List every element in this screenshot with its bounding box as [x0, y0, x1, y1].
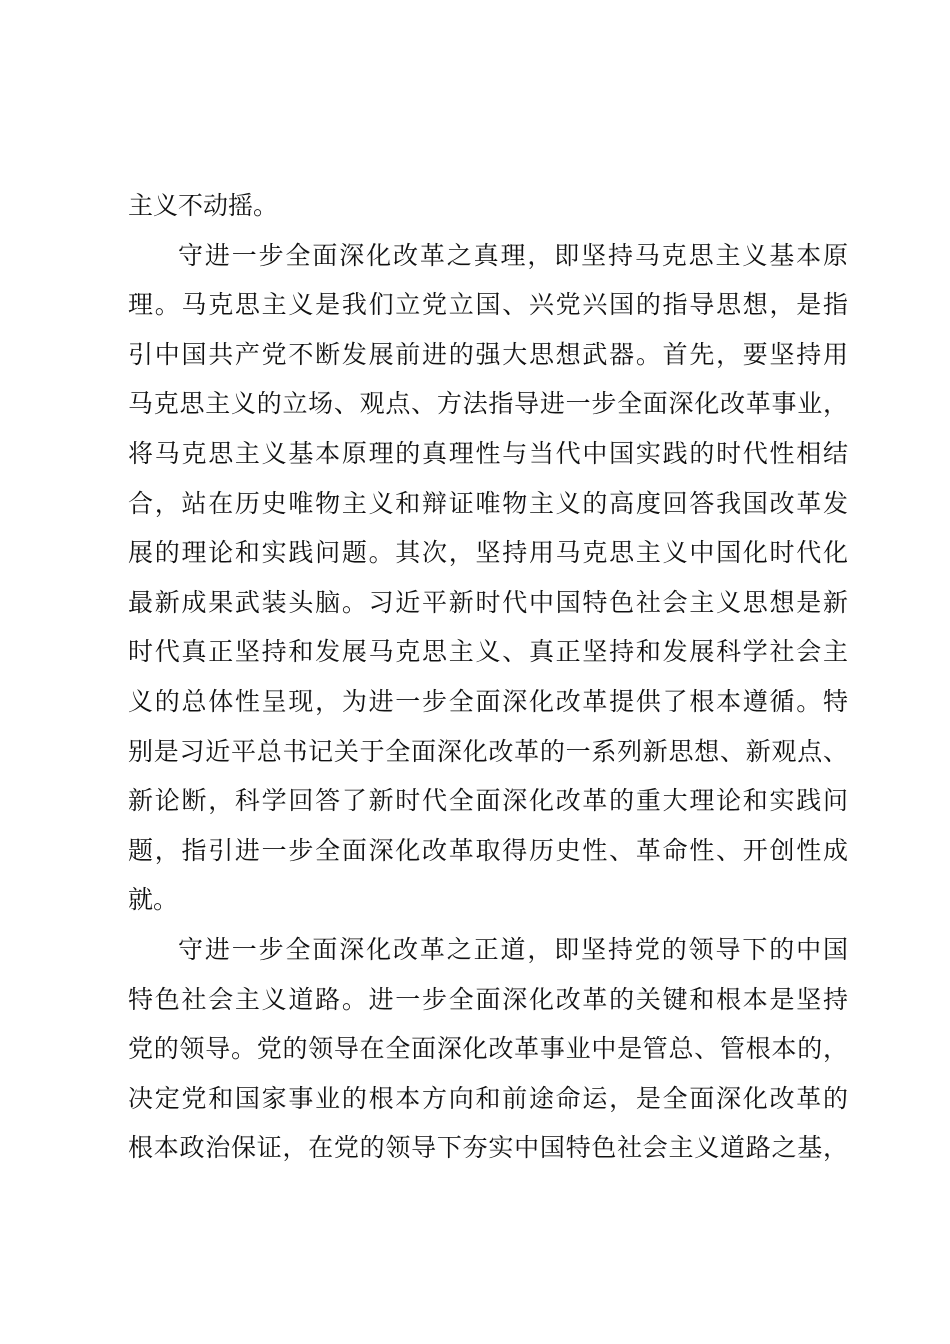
text-line: 时代真正坚持和发展马克思主义、真正坚持和发展科学社会主 [128, 637, 848, 667]
text-line: 理。马克思主义是我们立党立国、兴党兴国的指导思想，是指 [128, 290, 848, 320]
text-line: 决定党和国家事业的根本方向和前途命运，是全面深化改革的 [128, 1083, 848, 1113]
paragraph-first-line: 守进一步全面深化改革之真理，即坚持马克思主义基本原 [178, 240, 848, 270]
text-line: 合，站在历史唯物主义和辩证唯物主义的高度回答我国改革发 [128, 488, 848, 518]
text-line: 将马克思主义基本原理的真理性与当代中国实践的时代性相结 [128, 438, 848, 468]
text-line: 义的总体性呈现，为进一步全面深化改革提供了根本遵循。特 [128, 686, 848, 716]
text-line: 根本政治保证，在党的领导下夯实中国特色社会主义道路之基， [128, 1133, 848, 1163]
body-text [128, 181, 848, 1173]
text-line: 新论断，科学回答了新时代全面深化改革的重大理论和实践问 [128, 786, 848, 816]
text-line: 最新成果武装头脑。习近平新时代中国特色社会主义思想是新 [128, 587, 848, 617]
text-line: 引中国共产党不断发展前进的强大思想武器。首先，要坚持用 [128, 339, 848, 369]
text-line: 主义不动摇。 [128, 191, 279, 220]
paragraph-first-line: 守进一步全面深化改革之正道，即坚持党的领导下的中国 [178, 934, 848, 964]
text-line: 就。 [128, 885, 179, 915]
text-line: 展的理论和实践问题。其次，坚持用马克思主义中国化时代化 [128, 538, 848, 568]
text-line: 别是习近平总书记关于全面深化改革的一系列新思想、新观点、 [128, 736, 848, 766]
text-line: 党的领导。党的领导在全面深化改革事业中是管总、管根本的， [128, 1034, 848, 1064]
text-line: 特色社会主义道路。进一步全面深化改革的关键和根本是坚持 [128, 984, 848, 1014]
text-line: 题，指引进一步全面深化改革取得历史性、革命性、开创性成 [128, 835, 848, 865]
text-line: 马克思主义的立场、观点、方法指导进一步全面深化改革事业， [128, 389, 848, 419]
